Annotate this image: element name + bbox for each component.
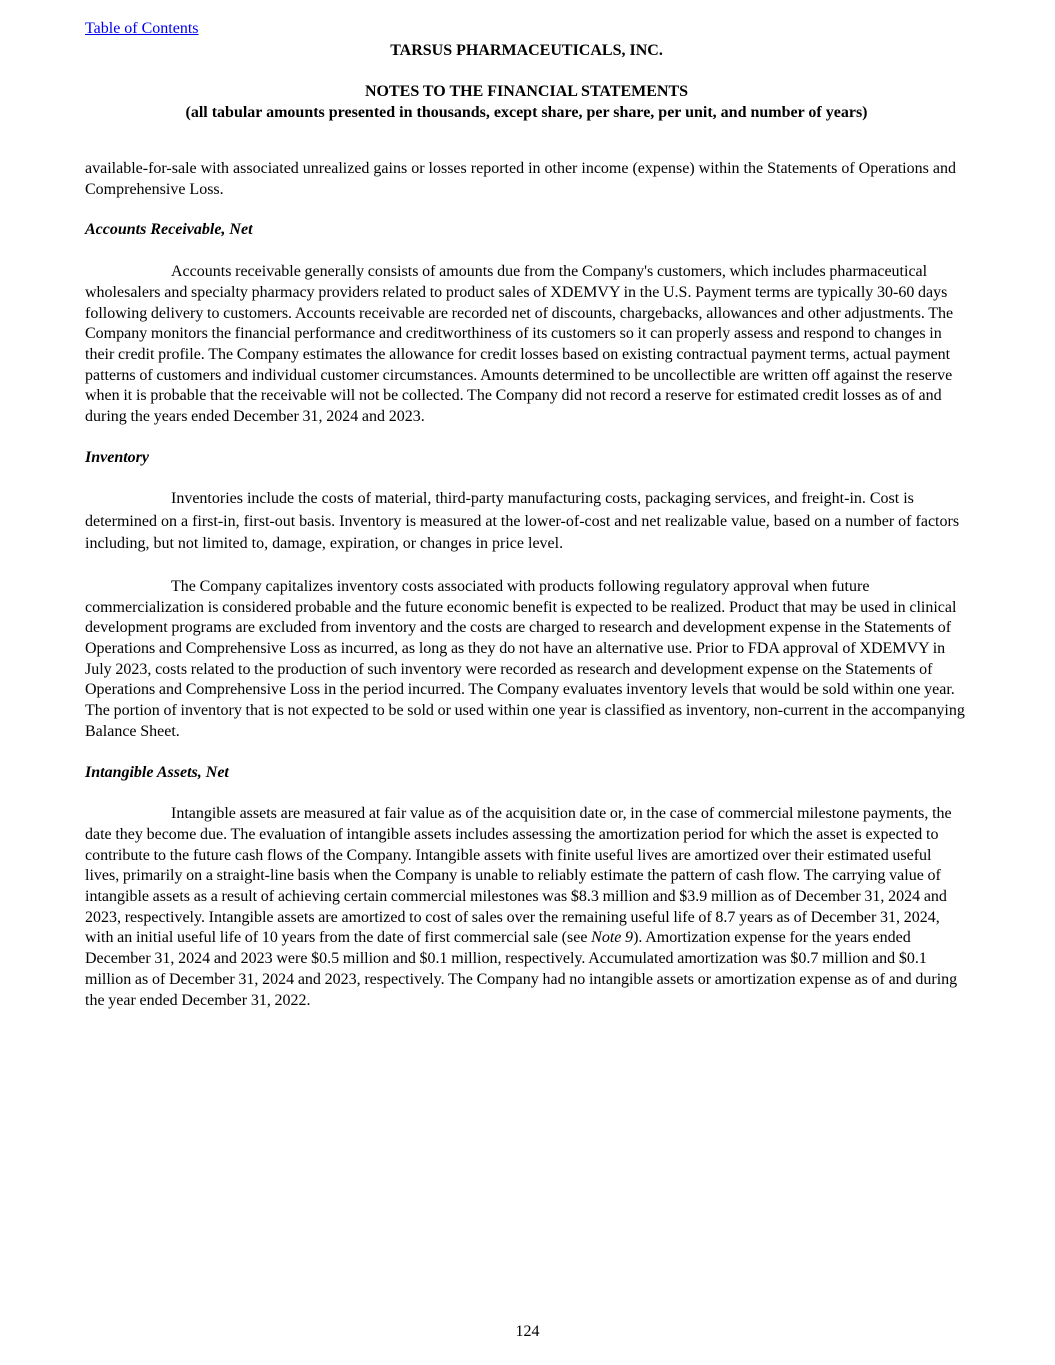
document-page bbox=[85, 18, 968, 1011]
paragraph-intangible-assets bbox=[85, 804, 968, 1011]
paragraph-inventory-capitalization: The Company capitalizes inventory costs associated with products following regulatory approval when future commercialization is considered probable and the future economic benefit is expected to be realized. Product that may be used in clinical development programs are excluded from inventory and the costs are charged to research and development expense in the Statements of Operations and Comprehensive Loss as incurred, as long as they do not have an alternative use. Prior to FDA approval of XDEMVY in July 2023, costs related to the production of such inventory were recorded as research and development expense on the Statements of Operations and Comprehensive Loss in the period incurred. The Company evaluates inventory levels that would be sold within one year. The portion of inventory that is not expected to be sold or used within one year is classified as inventory, non-current in the accompanying Balance Sheet. bbox=[85, 577, 965, 740]
intangible-text-part-1: Intangible assets are measured at fair value as of the acquisition date or, in the case of commercial milestone payments, the date they become due. The evaluation of intangible assets includes assessing the amortization period for which the asset is expected to contribute to the future cash flows of the Company. Intangible assets with finite useful lives are amortized over their estimated useful lives, primarily on a straight-line basis when the Company is unable to reliably estimate the pattern of cash flow. The carrying value of intangible assets as a result of achieving certain commercial milestones was $8.3 million and $3.9 million as of December 31, 2024 and 2023, respectively. Intangible assets are amortized to cost of sales over the remaining useful life of 8.7 years as of December 31, 2024, with an initial useful life of 10 years from the date of first commercial sale (see bbox=[85, 805, 952, 947]
paragraph-inventory-costs: Inventories include the costs of material, third-party manufacturing costs, packaging services, and freight-in. Cost is determined on a first-in, first-out basis. Inventory is measured at the lower-of-cost and net realizable value, based on a number of factors including, but not limited to, damage, expiration, or changes in price level. bbox=[85, 490, 960, 553]
note-reference: Note 9 bbox=[591, 929, 634, 947]
page-number: 124 bbox=[515, 1323, 540, 1340]
table-of-contents-link[interactable]: Table of Contents bbox=[85, 20, 199, 37]
notes-subtitle: (all tabular amounts presented in thousands, except share, per share, per unit, and number of years) bbox=[185, 104, 868, 121]
section-heading-inventory: Inventory bbox=[85, 448, 149, 466]
notes-title: NOTES TO THE FINANCIAL STATEMENTS bbox=[364, 83, 689, 100]
intangible-text-part-2: ). Amortization expense for the years ended December 31, 2024 and 2023 were $0.5 million and $0.1 million, respectively. Accumulated amortization was $0.7 million and $0.1 million as of December 31, 2024 and 2023, respectively. The Company had no intangible assets or amortization expense as of and during the year ended December 31, 2022. bbox=[85, 929, 958, 1009]
intro-paragraph: available-for-sale with associated unrealized gains or losses reported in other income (expense) within the Statements of Operations and Comprehensive Loss. bbox=[85, 160, 956, 198]
section-heading-intangible-assets: Intangible Assets, Net bbox=[85, 763, 229, 781]
company-name: TARSUS PHARMACEUTICALS, INC. bbox=[390, 42, 663, 59]
paragraph-accounts-receivable: Accounts receivable generally consists of amounts due from the Company's customers, which includes pharmaceutical wholesalers and specialty pharmacy providers related to product sales of XDEMVY in the U.S. Payment terms are typically 30-60 days following delivery to customers. Accounts receivable are recorded net of discounts, chargebacks, allowances and other adjustments. The Company monitors the financial performance and creditworthiness of its customers so it can properly assess and respond to changes in their credit profile. The Company estimates the allowance for credit losses based on existing contractual payment terms, actual payment patterns of customers and individual customer circumstances. Amounts determined to be uncollectible are written off against the reserve when it is probable that the receivable will not be collected. The Company did not record a reserve for estimated credit losses as of and during the years ended December 31, 2024 and 2023. bbox=[85, 263, 954, 426]
section-heading-accounts-receivable: Accounts Receivable, Net bbox=[85, 221, 253, 239]
